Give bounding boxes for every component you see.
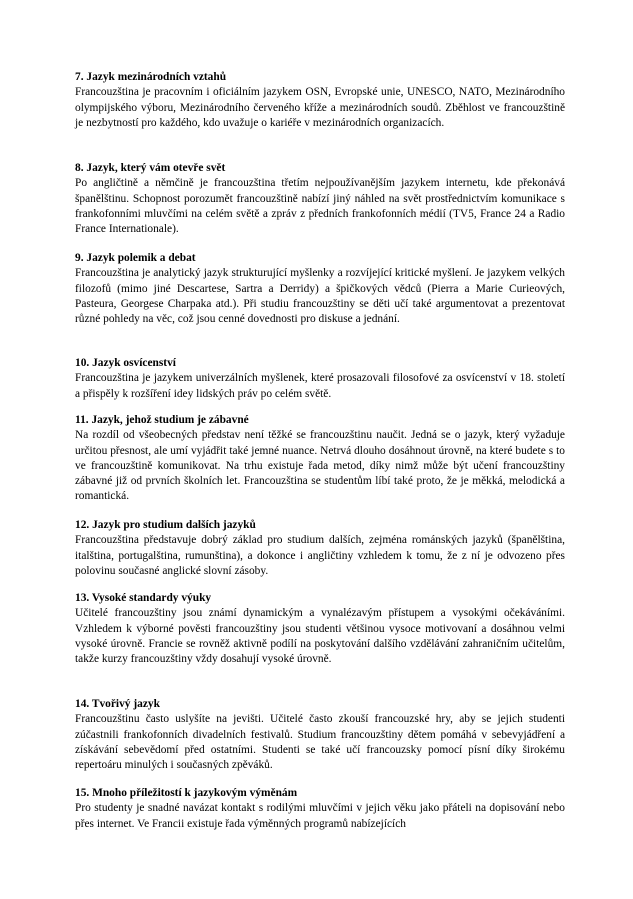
section-body: Učitelé francouzštiny jsou známí dynamickým a vynalézavým přístupem a vysokými očekáváními. Vzhledem k výborné pověsti francouzštiny jsou studenti většinou vysoce motivovaní a dosáhnou velmi vysoké úrovně. Francie se rovněž aktivně podílí na poskytování dalšího vzdělávání zahraničním učitelům, takže kurzy francouzštiny vždy dosahují vysoké úrovně. xyxy=(75,607,565,666)
section-body: Po angličtině a němčině je francouzština třetím nejpoužívanějším jazykem internetu, kde překonává španělštinu. Schopnost porozumět francouzštině nabízí jiný náhled na svět prostřednictvím komunikace s frankofonními mluvčími na celém světě a zpráv z předních frankofonních médií (TV5, France 24 a Radio France Internationale). xyxy=(75,177,565,236)
section-heading: 9. Jazyk polemik a debat xyxy=(75,252,196,264)
section-15 xyxy=(75,786,565,832)
section-heading: 13. Vysoké standardy výuky xyxy=(75,592,212,604)
section-body: Na rozdíl od všeobecných představ není těžké se francouzštinu naučit. Jedná se o jazyk, který vyžaduje určitou přesnost, ale umí vyjádřit také jemné nuance. Netrvá dlouho dosáhnout úrovně, na které budete s to ve francouzštině komunikovat. Na trhu existuje řada metod, díky nimž může být učení francouzštiny zábavné již od prvních školních let. Francouzština se studentům líbí také proto, že je měkká, melodická a romantická. xyxy=(75,429,565,503)
section-7 xyxy=(75,70,565,131)
section-10 xyxy=(75,356,565,402)
section-heading: 12. Jazyk pro studium dalších jazyků xyxy=(75,519,256,531)
section-11 xyxy=(75,413,565,505)
section-heading: 10. Jazyk osvícenství xyxy=(75,357,176,369)
section-body: Francouzština je jazykem univerzálních myšlenek, které prosazovali filosofové za osvícenství v 18. století a přispěly k rozšíření idey lidských práv po celém světě. xyxy=(75,372,565,400)
section-heading: 7. Jazyk mezinárodních vztahů xyxy=(75,71,227,83)
section-14 xyxy=(75,697,565,773)
section-body: Francouzština představuje dobrý základ pro studium dalších, zejména románských jazyků (španělština, italština, portugalština, rumunština), a dokonce i angličtiny vzhledem k tomu, že z ní je odvozeno přes polovinu současné anglické slovní zásoby. xyxy=(75,534,565,577)
section-heading: 14. Tvořivý jazyk xyxy=(75,698,160,710)
section-body: Francouzštinu často uslyšíte na jevišti. Učitelé často zkouší francouzské hry, aby se jejich studenti zúčastnili frankofonních divadelních festivalů. Studium francouzštiny dětem pomáhá v sebevyjádření a získávání sebevědomí před ostatními. Studenti se také učí francouzsky pomocí písní díky širokému repertoáru minulých i současných zpěváků. xyxy=(75,713,565,772)
section-body: Francouzština je pracovním i oficiálním jazykem OSN, Evropské unie, UNESCO, NATO, Mezinárodního olympijského výboru, Mezinárodního červeného kříže a mezinárodních soudů. Zběhlost ve francouzštině je nezbytností pro každého, kdo uvažuje o kariéře v mezinárodních organizacích. xyxy=(75,86,565,129)
section-8 xyxy=(75,161,565,237)
section-heading: 11. Jazyk, jehož studium je zábavné xyxy=(75,414,249,426)
section-13 xyxy=(75,591,565,667)
section-12 xyxy=(75,518,565,579)
section-body: Francouzština je analytický jazyk strukturující myšlenky a rozvíjející kritické myšlení. Je jazykem velkých filozofů (mimo jiné Descartese, Sartra a Derridy) a špičkových vědců (Pierra a Marie Curieových, Pasteura, Georgese Charpaka atd.). Při studiu francouzštiny se děti učí také argumentovat a prezentovat různé pohledy na věc, což jsou cenné dovednosti pro diskuse a jednání. xyxy=(75,267,565,326)
section-9 xyxy=(75,251,565,327)
section-heading: 15. Mnoho příležitostí k jazykovým výměnám xyxy=(75,787,298,799)
section-heading: 8. Jazyk, který vám otevře svět xyxy=(75,162,226,174)
section-body: Pro studenty je snadné navázat kontakt s rodilými mluvčími v jejich věku jako přáteli na dopisování nebo přes internet. Ve Francii existuje řada výměnných programů nabízejících xyxy=(75,802,565,830)
